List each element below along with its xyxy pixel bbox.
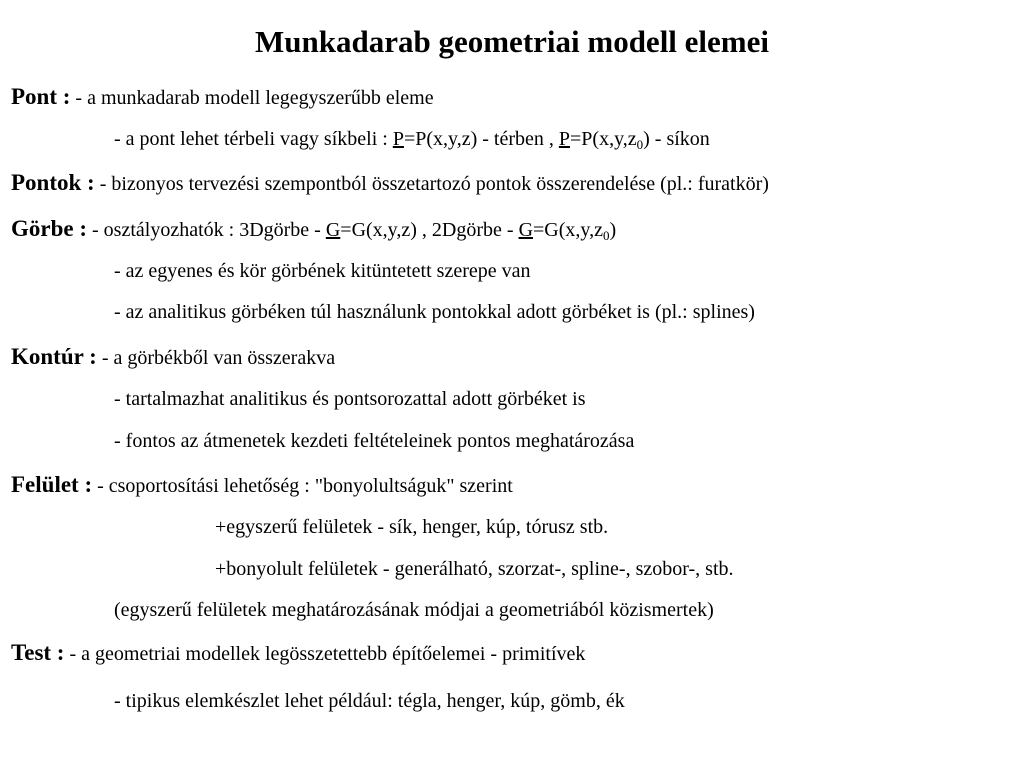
felulet-line-4: (egyszerű felületek meghatározásának módjai a geometriából közismertek) [114, 599, 714, 621]
pont-subscript: 0 [636, 137, 644, 152]
gorbe-vector-g-3d: G [325, 219, 341, 241]
felulet-line-3: +bonyolult felületek - generálható, szorzat-, spline-, szobor-, stb. [215, 558, 734, 580]
pont-desc-1: - a munkadarab modell legegyszerűbb eleme [70, 87, 434, 109]
pontok-line-1 [11, 170, 769, 197]
page-title: Munkadarab geometriai modell elemei [255, 24, 769, 59]
gorbe-desc-1-a: - osztályozhatók : 3Dgörbe - [87, 219, 326, 241]
gorbe-line-3: - az analitikus görbéken túl használunk pontokkal adott görbéket is (pl.: splines) [114, 301, 755, 323]
felulet-line-1 [11, 472, 513, 499]
pont-desc-2-c: =P(x,y,z [570, 128, 637, 150]
gorbe-line-2: - az egyenes és kör görbének kitüntetett szerepe van [114, 260, 531, 282]
gorbe-subscript: 0 [602, 228, 610, 243]
pont-desc-2-d: ) - síkon [643, 128, 710, 150]
gorbe-desc-1-c: =G(x,y,z [533, 219, 603, 241]
kontur-line-3: - fontos az átmenetek kezdeti feltételeinek pontos meghatározása [114, 430, 635, 452]
felulet-desc-1: - csoportosítási lehetőség : "bonyolultságuk" szerint [92, 475, 513, 497]
pont-line-2 [114, 126, 710, 152]
gorbe-desc-1-b: =G(x,y,z) , 2Dgörbe - [340, 219, 519, 241]
kontur-term: Kontúr : [11, 344, 97, 369]
test-term: Test : [11, 640, 65, 665]
kontur-line-1 [11, 344, 335, 371]
test-desc-1: - a geometriai modellek legösszetettebb építőelemei - primitívek [64, 643, 586, 665]
pontok-desc-1: - bizonyos tervezési szempontból összetartozó pontok összerendelése (pl.: furatkör) [94, 173, 769, 195]
pont-vector-p-plane: P [558, 128, 570, 150]
pont-desc-2-a: - a pont lehet térbeli vagy síkbeli : [114, 128, 393, 150]
test-line-1 [11, 640, 585, 667]
test-line-2: - tipikus elemkészlet lehet például: tégla, henger, kúp, gömb, ék [114, 690, 625, 712]
pont-term: Pont : [11, 84, 71, 109]
gorbe-line-1 [11, 216, 616, 243]
gorbe-vector-g-2d: G [518, 219, 534, 241]
felulet-term: Felület : [11, 472, 93, 497]
pontok-term: Pontok : [11, 170, 95, 195]
felulet-line-2: +egyszerű felületek - sík, henger, kúp, tórusz stb. [215, 516, 609, 538]
kontur-line-2: - tartalmazhat analitikus és pontsorozattal adott görbéket is [114, 388, 586, 410]
gorbe-desc-1-d: ) [609, 219, 617, 241]
pont-desc-2-b: =P(x,y,z) - térben , [403, 128, 559, 150]
gorbe-term: Görbe : [11, 216, 88, 241]
pont-line-1 [11, 84, 434, 111]
kontur-desc-1: - a görbékből van összerakva [96, 347, 336, 369]
pont-vector-p-space: P [392, 128, 404, 150]
